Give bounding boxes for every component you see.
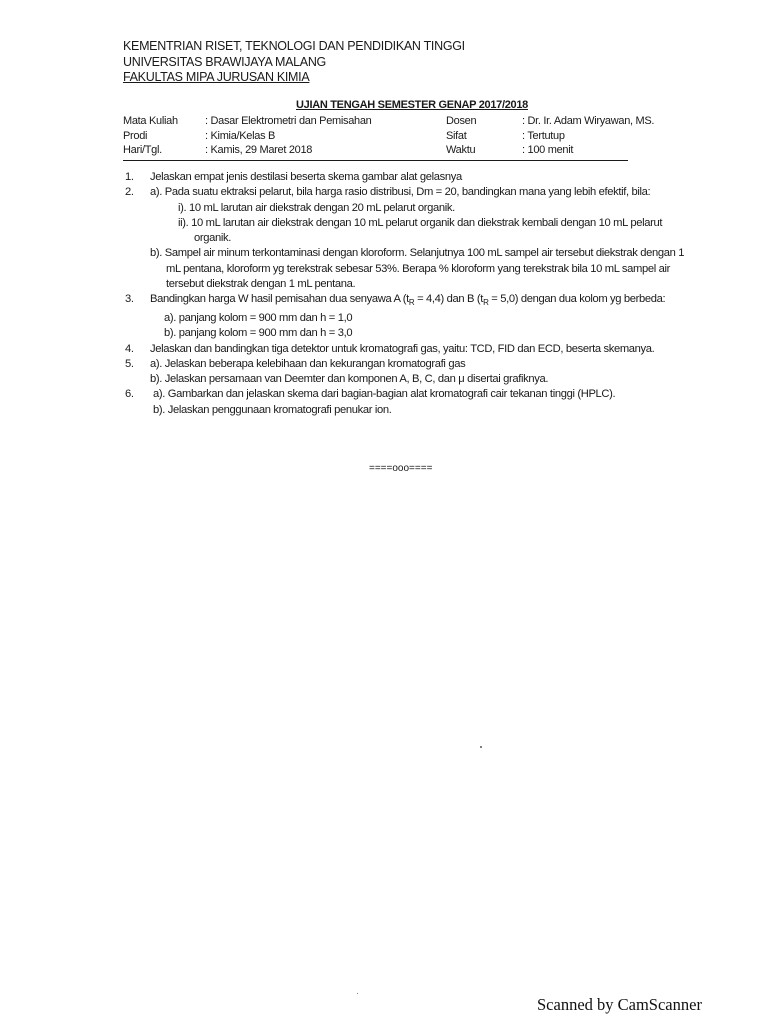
question-text: Jelaskan dan bandingkan tiga detektor untuk kromatografi gas, yaitu: TCD, FID dan ECD, beserta skemanya. [150,342,655,355]
info-label: Waktu [446,144,476,156]
question-number: 4. [125,342,134,355]
scanner-watermark: Scanned by CamScanner [537,995,702,1014]
question-6 [123,387,693,418]
info-value: : Dr. Ir. Adam Wiryawan, MS. [522,115,655,127]
info-label: Hari/Tgl. [123,144,162,156]
question-3 [123,292,693,341]
info-row [0,114,768,129]
question-number: 2. [125,186,134,199]
question-3-text-pre: Bandingkan harga W hasil pemisahan dua senyawa A (t [150,293,409,306]
question-3-text-post: = 5,0) dengan dua kolom yg berbeda: [488,293,666,306]
question-2 [123,185,693,292]
retention-subscript: R [408,298,415,308]
scan-speck [480,746,482,748]
question-2a: a). Pada suatu ektraksi pelarut, bila harga rasio distribusi, Dm = 20, bandingkan mana yang lebih efektif, bila: [150,186,651,199]
info-label: Prodi [123,129,148,142]
question-5 [123,357,693,388]
question-2b: b). Sampel air minum terkontaminasi dengan kloroform. Selanjutnya 100 mL sampel air tersebut diekstrak dengan 1 mL pentana, kloroform yg terekstrak sebesar 53%. Berapa % kloroform yang terekstrak bila 10 mL sampel air tersebut diekstrak dengan 1 mL pentana. [150,247,685,291]
retention-subscript: R [483,298,489,308]
faculty-line: FAKULTAS MIPA JURUSAN KIMIA [123,70,310,84]
end-of-exam-mark: ====ooo==== [369,463,433,474]
exam-info-table [0,114,768,158]
info-row [0,129,768,144]
question-number: 6. [125,388,134,401]
info-label: Dosen [446,115,477,127]
institution-header [123,39,465,86]
question-text: Jelaskan empat jenis destilasi beserta skema gambar alat gelasnya [150,171,462,183]
question-2a-i: i). 10 mL larutan air diekstrak dengan 20 mL pelarut organik. [178,201,455,214]
info-value: : 100 menit [522,144,574,156]
scan-speck [357,993,358,994]
info-value: : Dasar Elektrometri dan Pemisahan [205,115,372,127]
question-1 [123,170,693,185]
question-3-text-mid: = 4,4) dan B (t [414,293,484,306]
question-3b: b). panjang kolom = 900 mm dan h = 3,0 [164,327,353,340]
header-divider [123,160,628,161]
question-3a: a). panjang kolom = 900 mm dan h = 1,0 [164,311,353,324]
question-5a: a). Jelaskan beberapa kelebihaan dan kekurangan kromatografi gas [150,357,466,370]
question-3-text [150,292,693,311]
info-value: : Tertutup [522,129,565,142]
question-2a-ii: ii). 10 mL larutan air diekstrak dengan 10 mL pelarut organik dan diekstrak kembali dengan 10 mL pelarut organik. [178,216,663,245]
info-value: : Kimia/Kelas B [205,129,276,142]
question-5b: b). Jelaskan persamaan van Deemter dan komponen A, B, C, dan μ disertai grafiknya. [150,373,549,386]
info-label: Mata Kuliah [123,115,178,127]
question-6a: a). Gambarkan dan jelaskan skema dari bagian-bagian alat kromatografi cair tekanan tinggi (HPLC). [153,388,616,401]
question-number: 1. [125,171,134,183]
university-line: UNIVERSITAS BRAWIJAYA MALANG [123,54,326,69]
question-number: 5. [125,357,134,370]
exam-title: UJIAN TENGAH SEMESTER GENAP 2017/2018 [296,99,529,111]
info-label: Sifat [446,129,467,142]
question-4 [123,342,693,357]
question-6b: b). Jelaskan penggunaan kromatografi penukar ion. [153,403,392,416]
question-number: 3. [125,293,134,306]
question-list [123,170,693,418]
ministry-line: KEMENTRIAN RISET, TEKNOLOGI DAN PENDIDIKAN TINGGI [123,39,465,53]
info-row [0,143,768,158]
info-value: : Kamis, 29 Maret 2018 [205,144,313,156]
